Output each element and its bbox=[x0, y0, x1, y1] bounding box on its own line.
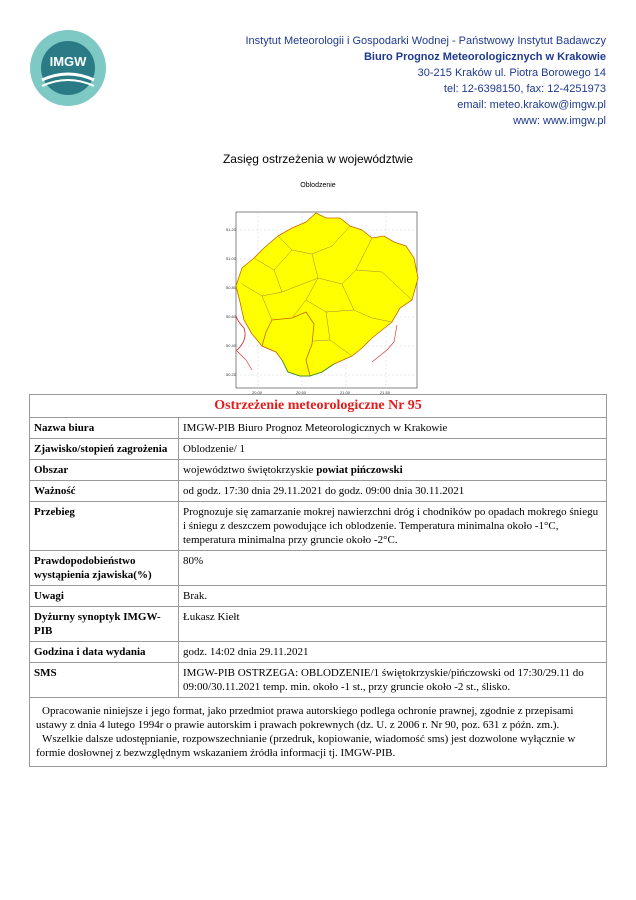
imgw-logo bbox=[28, 28, 108, 108]
row-label: Przebieg bbox=[30, 502, 179, 551]
row-value: Prognozuje się zamarzanie mokrej nawierzchni dróg i chodników po opadach mokrego śniegu i śniegu z deszczem powodujące ich oblodzenie. Temperatura minimalna około -1°C, temperatura minimalna przy gruncie około -2°C. bbox=[179, 502, 607, 551]
row-value: Brak. bbox=[179, 586, 607, 607]
table-row bbox=[30, 607, 607, 642]
area-powiat: powiat pińczowski bbox=[316, 464, 403, 476]
office-phone: tel: 12-6398150, fax: 12-4251973 bbox=[443, 83, 606, 95]
warning-document bbox=[29, 394, 607, 767]
lon-label: 21.00 bbox=[340, 390, 351, 395]
row-label: Godzina i data wydania bbox=[30, 642, 179, 663]
row-value: od godz. 17:30 dnia 29.11.2021 do godz. 09:00 dnia 30.11.2021 bbox=[179, 481, 607, 502]
lon-label: 20.50 bbox=[296, 390, 307, 395]
lon-label: 20.00 bbox=[252, 390, 263, 395]
lat-label: 50.20 bbox=[226, 372, 237, 377]
table-row bbox=[30, 418, 607, 439]
copyright-footer bbox=[29, 698, 607, 767]
row-value: godz. 14:02 dnia 29.11.2021 bbox=[179, 642, 607, 663]
row-value: IMGW-PIB OSTRZEGA: OBLODZENIE/1 świętokrzyskie/pińczowski od 17:30/29.11 do 09:00/30.11.2021 temp. min. około -1 st., przy gruncie około -2 st., ślisko. bbox=[179, 663, 607, 698]
warning-table bbox=[29, 394, 607, 698]
office-header bbox=[245, 33, 606, 129]
row-value: Łukasz Kiełt bbox=[179, 607, 607, 642]
lat-label: 50.40 bbox=[226, 343, 237, 348]
row-label: Ważność bbox=[30, 481, 179, 502]
lon-label: 21.50 bbox=[380, 390, 391, 395]
warning-title: Ostrzeżenie meteorologiczne Nr 95 bbox=[30, 395, 607, 418]
lat-label: 51.00 bbox=[226, 256, 237, 261]
lat-label: 50.60 bbox=[226, 314, 237, 319]
row-value: IMGW-PIB Biuro Prognoz Meteorologicznych w Krakowie bbox=[179, 418, 607, 439]
table-row bbox=[30, 460, 607, 481]
institute-name: Instytut Meteorologii i Gospodarki Wodnej - Państwowy Instytut Badawczy bbox=[245, 35, 606, 47]
map-title: Zasięg ostrzeżenia w województwie bbox=[222, 152, 414, 166]
table-row bbox=[30, 551, 607, 586]
map-subtitle: Oblodzenie bbox=[300, 182, 336, 189]
distribution-paragraph: Wszelkie dalsze udostępnianie, rozpowszechnianie (przedruk, kopiowanie, wiadomość sms) jest dozwolone wyłącznie w formie dosłownej z bezwzględnym wskazaniem źródła informacji tj. IMGW-PIB. bbox=[36, 733, 576, 759]
copyright-paragraph: Opracowanie niniejsze i jego format, jako przedmiot prawa autorskiego podlega ochronie prawnej, zgodnie z przepisami ustawy z dnia 4 lutego 1994r o prawie autorskim i prawach pokrewnych (dz. U. z 2006 r. Nr 90, poz. 631 z późn. zm.). bbox=[36, 705, 574, 731]
lat-label: 50.80 bbox=[226, 285, 237, 290]
warning-map bbox=[222, 200, 422, 400]
table-title-row bbox=[30, 395, 607, 418]
row-label: Dyżurny synoptyk IMGW-PIB bbox=[30, 607, 179, 642]
table-row bbox=[30, 642, 607, 663]
table-row bbox=[30, 481, 607, 502]
table-row bbox=[30, 502, 607, 551]
office-www: www: www.imgw.pl bbox=[513, 115, 606, 127]
row-label: SMS bbox=[30, 663, 179, 698]
table-row bbox=[30, 663, 607, 698]
table-row bbox=[30, 586, 607, 607]
table-row bbox=[30, 439, 607, 460]
office-email: email: meteo.krakow@imgw.pl bbox=[457, 99, 606, 111]
office-name: Biuro Prognoz Meteorologicznych w Krakowie bbox=[363, 51, 606, 63]
area-plain: województwo świętokrzyskie bbox=[183, 464, 317, 476]
row-value bbox=[179, 460, 607, 481]
row-label: Nazwa biura bbox=[30, 418, 179, 439]
row-label: Uwagi bbox=[30, 586, 179, 607]
svg-text:IMGW: IMGW bbox=[49, 54, 87, 69]
row-value: 80% bbox=[179, 551, 607, 586]
lat-label: 51.20 bbox=[226, 227, 237, 232]
row-label: Prawdopodobieństwo wystąpienia zjawiska(%) bbox=[30, 551, 179, 586]
row-label: Zjawisko/stopień zagrożenia bbox=[30, 439, 179, 460]
office-address: 30-215 Kraków ul. Piotra Borowego 14 bbox=[417, 67, 606, 79]
row-value: Oblodzenie/ 1 bbox=[179, 439, 607, 460]
row-label: Obszar bbox=[30, 460, 179, 481]
